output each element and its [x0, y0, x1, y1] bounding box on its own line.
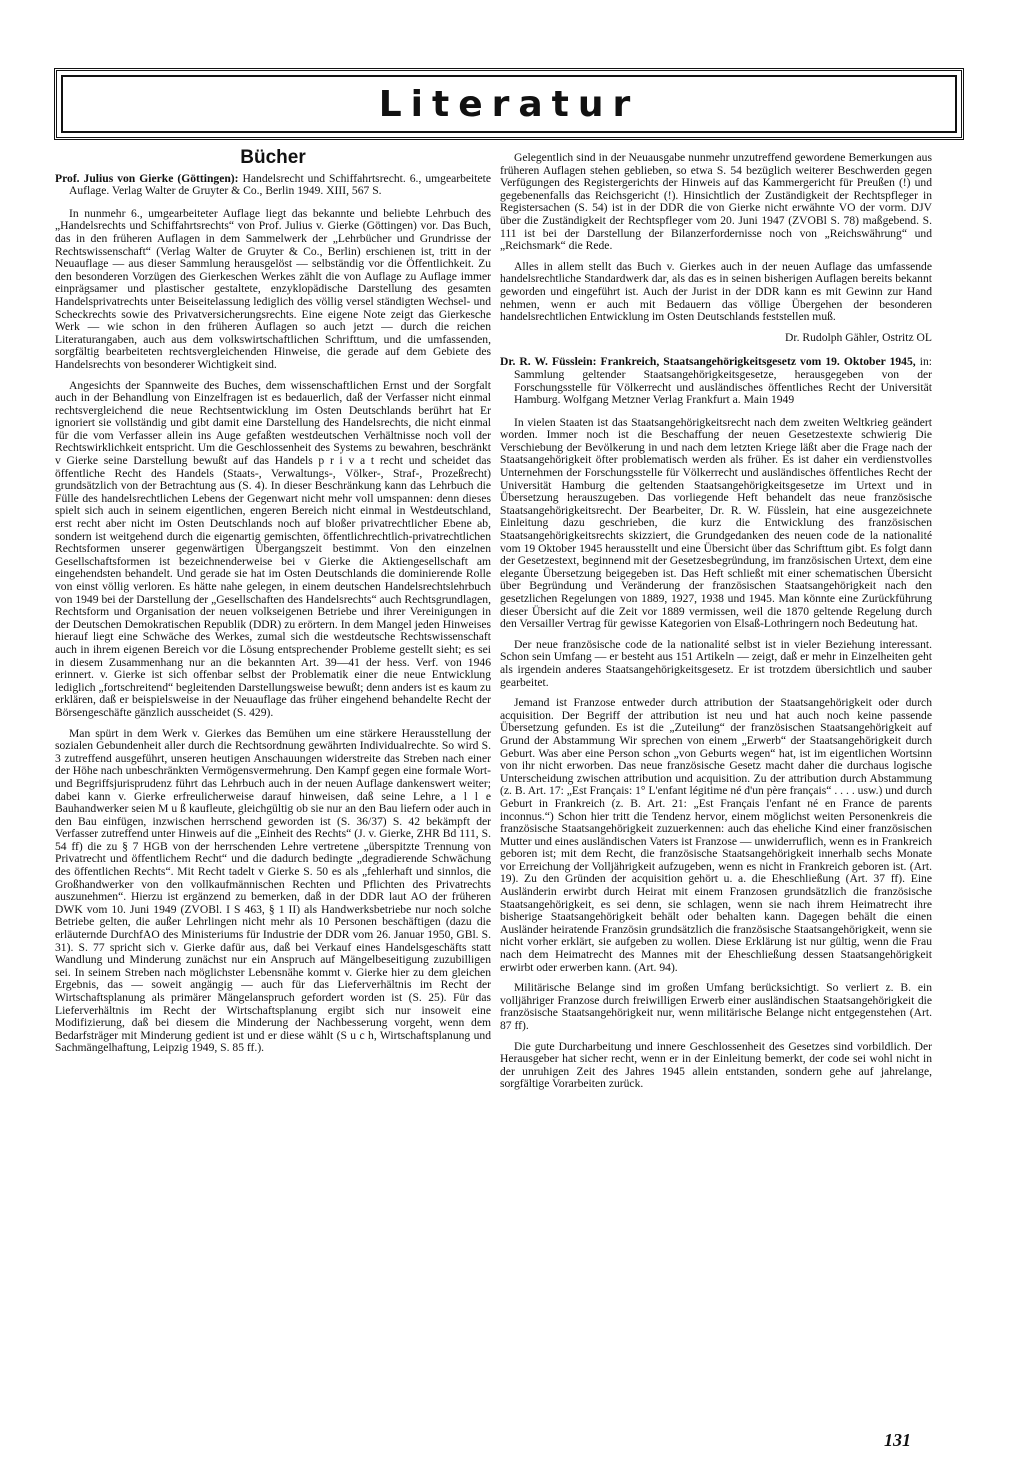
- literatur-header-box: [54, 68, 964, 140]
- review1-signature: Dr. Rudolph Gähler, Ostritz OL: [784, 330, 932, 344]
- review1-citation-details: Handelsrecht und Schiffahrtsrecht. 6., umgearbeitete Auflage. Verlag Walter de Gruyter & Co., Berlin 1949. XIII, 567 S.: [69, 171, 491, 198]
- review2-citation-details: in: Sammlung geltender Staatsangehörigkeitsgesetze, herausgegeben von der Forschungsstelle für Völkerrecht und ausländisches öffentliches Recht der Universität Hamburg. Wolfgang Metzner Verlag Frankfurt a. Main 1949: [514, 355, 932, 407]
- left-column: [55, 147, 491, 1063]
- review2-paragraph-4: Militärische Belange sind im großen Umfang berücksichtigt. So verliert z. B. ein volljähriger Franzose durch freiwilligen Erwerb einer ausländischen Staatsangehörigkeit die französische Staatsangehörigkeit nur, wenn militärische Belange nicht entgegenstehen (Art. 87 ff).: [500, 981, 932, 1032]
- review1-citation: [55, 173, 491, 198]
- review2-paragraph-5: Die gute Durcharbeitung und innere Geschlossenheit des Gesetzes sind vorbildlich. Der Herausgeber hat sicher recht, wenn er in der Einleitung bemerkt, der code sei wohl nicht in der unruhigen Zeit des Jahres 1945 allein entstanden, sondern gehe auf jahrelange, sorgfältige Vorarbeiten zurück.: [500, 1039, 932, 1091]
- section-heading: Bücher: [240, 147, 306, 168]
- review1-paragraph-3: Man spürt in dem Werk v. Gierkes das Bemühen um eine stärkere Herausstellung der sozialen Gebundenheit aller durch die Rechtsordnung gewährten Individualrechte. So wird S. 3 zutreffend ausgeführt, unseren heutigen Anschauungen widerstreite das Streben nach einer der Höhe nach unbeschränkten Vermögensvermehrung. Den Kampf gegen eine formale Wort- und Begriffsjurisprudenz führt das Lehrbuch auch in der neuen Auflage dankenswert weiter; dabei kann v. Gierke erfreulicherweise darauf hinweisen, daß seine Lehre, a l l e Bauhandwerker seien M u ß kaufleute, gleichgültig ob sie nur an den Bau liefern oder auch in den Bau einfügen, inzwischen herrschend geworden ist (S. 36/37) S. 42 bekämpft der Verfasser zutreffend unter Hinweis auf die „Einheit des Rechts“ (J. v. Gierke, ZHR Bd 111, S. 54 ff) die zu § 7 HGB von der herrschenden Lehre vertretene „überspitzte Trennung von Privatrecht und öffentlichem Recht“ und die dadurch bedingte „degradierende Schwächung des öffentlichen Rechts“. Mit Recht tadelt v Gierke S. 50 es als „fehlerhaft und sinnlos, die Großhandwerker von den vollkaufmännischen Rechten und Pflichten des Privatrechts auszunehmen“. Hierzu ist ergänzend zu bemerken, daß in der DDR laut AO der früheren DWK vom 10. Juni 1949 (ZVOBl. I S 463, § 1 II) als Handwerksbetriebe nur noch solche Betriebe gelten, die außer Lehrlingen nicht mehr als 10 Personen beschäftigen (dazu die erläuternde DurchfAO des Ministeriums für Industrie der DDR vom 26. Januar 1950, GBl. S. 31). S. 77 spricht sich v. Gierke dafür aus, daß bei Verkauf eines Handelsgeschäfts statt Wandlung und Minderung zunächst nur ein Anspruch auf Mängelbeseitigung zuzubilligen sei. In seinem Streben nach möglichster Lebensnähe kommt v. Gierke hier zu dem gleichen Ergebnis, das — soweit angängig — auch für das Lieferverhältnis im Recht der Wirtschaftsplanung als primärer Mängelanspruch gefordert worden ist (S. 25). Für das Lieferverhältnis im Recht der Wirtschaftsplanung ergibt sich nur insoweit eine Modifizierung, daß bei diesem die Minderung der Nachbesserung vorgeht, wenn dem Bedarfsträger mit Minderung gedient ist und er diese wählt (S u c h, Wirtschaftsplanung und Sachmängelhaftung, Leipzig 1949, S. 85 ff.).: [55, 726, 491, 1055]
- page-title: Literatur: [378, 83, 640, 125]
- page-number: 131: [884, 1430, 911, 1450]
- right-column: [500, 152, 932, 1099]
- review2-paragraph-1: In vielen Staaten ist das Staatsangehörigkeitsrecht nach dem zweiten Weltkrieg geändert worden. Immer noch ist die Beschaffung der neuen Gesetzestexte schwierig Die Verschiebung der Bevölkerung in und nach dem letzten Kriege läßt aber die Frage nach der Staatsangehörigkeit öfter problematisch werden als früher. Es ist daher ein verdienstvolles Unternehmen der Forschungsstelle für Völkerrecht und ausländisches öffentliches Recht der Universität Hamburg die geltenden Staatsangehörigkeitsgesetze im Urtext und in Übersetzung herauszugeben. Das vorliegende Heft behandelt das neue französische Staatsangehörigkeitsrecht. Der Bearbeiter, Dr. R. W. Füsslein, hat eine ausgezeichnete Einleitung dazu geschrieben, die kurz die Entwicklung des französischen Staatsangehörigkeitsrechts skizziert, die Grundgedanken des neuen code de la nationalité vom 19 Oktober 1945 herausstellt und eine Übersicht über das Schrifttum gibt. Es folgt dann der Gesetzestext, beginnend mit der Gesetzesbegründung, im französischen Urtext, dem eine elegante Übersetzung beigegeben ist. Das Heft schließt mit einer schematischen Übersicht über Begründung und Veränderung der französischen Staatsangehörigkeit nach den gesetzlichen Regelungen von 1889, 1927, 1938 und 1945. Man könnte eine Zurückführung dieser Übersicht auf die Zeit vor 1889 vermissen, weil die 1870 geltende Regelung durch den Versailler Vertrag für gewisse Kategorien von Elsaß-Lothringern noch Bedeutung hat.: [500, 415, 932, 631]
- review1-paragraph-1: In nunmehr 6., umgearbeiteter Auflage liegt das bekannte und beliebte Lehrbuch des „Handelsrechts und Schiffahrtsrechts“ von Prof. Julius v. Gierke (Göttingen) vor. Das Buch, das in den früheren Auflagen in dem Sammelwerk der „Lehrbücher und Grundrisse der Rechtswissenschaft“ (Verlag Walter de Gruyter & Co., Berlin) erschienen ist, tritt in der Neuauflage — aus dieser Sammlung herausgelöst — selbständig vor die Öffentlichkeit. Zu den besonderen Vorzügen des Gierkeschen Werkes zählt die von Auflage zu Auflage immer einprägsamer und plastischer gestaltete, enzyklopädische Darstellung des gesamten Handelsprivatrechts unter Beiseitelassung lediglich des völlig versel ständigten Wechsel- und Scheckrechts sowie des Privatversicherungsrechts. Eine eigene Note zeigt das Gierkesche Werk — wie schon in den früheren Auflagen so auch jetzt — durch die reichen Literaturangaben, auch aus dem volkswirtschaftlichen Schrifttum, und die umfassenden, sorgfältig bearbeiteten rechtsvergleichenden Hinweise, die gerade auf dem Gebiete des Handelsrechts von besonderer Wichtigkeit sind.: [55, 206, 491, 371]
- review1-citation-author: Prof. Julius von Gierke (Göttingen):: [55, 171, 239, 185]
- review2-paragraph-3: Jemand ist Franzose entweder durch attribution der Staatsangehörigkeit oder durch acquisition. Der Begriff der attribution ist neu und hat auch noch keine passende Übersetzung gefunden. Es ist die „Zuteilung“ der französischen Staatsangehörigkeit auf Grund der Abstammung Wir sprechen von einem „Erwerb“ der Staatsangehörigkeit durch Geburt. Was aber eine Person schon „von Geburts wegen“ hat, ist im eigentlichen Wortsinn von ihr nicht erworben. Das neue französische Gesetz macht daher die durchaus logische Unterscheidung zwischen attribution und acquisition. Zu der attribution durch Abstammung (z. B. Art. 17: „Est Français: 1° L'enfant légitime né d'un père français“ . . . . usw.) und durch Geburt in Frankreich (z. B. Art. 21: „Est Français l'enfant né en France de parents inconnus.“) Schon hier tritt die Tendenz hervor, einem möglichst weiten Personenkreis die französische Staatsangehörigkeit zuzuerkennen: auch das eheliche Kind einer französischen Mutter und eines ausländischen Vaters ist Franzose — unwiderruflich, wenn es in Frankreich geboren ist; mit dem Recht, die französische Staatsangehörigkeit innerhalb sechs Monate vor Erreichung der Volljährigkeit aufzugeben, wenn es nicht in Frankreich geboren ist. (Art. 19). Zu den Gründen der acquisition gehört u. a. die Eheschließung (Art. 37 ff). Eine Ausländerin erwirbt durch Heirat mit einem Franzosen grundsätzlich die französische Staatsangehörigkeit, es sei denn, sie schlagen, wenn sie nach ihrem Heimatrecht ihre bisherige Staatsangehörigkeit behält oder behalten kann. Dagegen behält die einen Ausländer heiratende Französin grundsätzlich die französische Staatsangehörigkeit, wenn sie nicht vorher erklärt, sie aufgeben zu wollen. Diese Erklärung ist nur gültig, wenn die Frau nach dem Heimatrecht des Mannes mit der Eheschließung dessen Staatsangehörigkeit erwirbt oder erwerben kann. (Art. 94).: [500, 696, 932, 974]
- review1-paragraph-2: Angesichts der Spannweite des Buches, dem wissenschaftlichen Ernst und der Sorgfalt auch in der Behandlung von Einzelfragen ist es bedauerlich, daß der Verfasser nicht einmal rechtsvergleichend die neue Rechtsentwicklung im Osten Deutschlands berührt hat Er ignoriert sie vollständig und gibt damit eine Darstellung des Handelsrechts, die nicht einmal für die vom Verfasser allein ins Auge gefaßten westdeutschen Verhältnisse noch voll der Rechtswirklichkeit entspricht. Um die Geschlossenheit des Systems zu bewahren, beschränkt v Gierke seine Darstellung bewußt auf das Handels p r i v a t recht und scheidet das öffentliche Recht des Handels (Staats-, Verwaltungs-, Völker-, Straf-, Prozeßrecht) grundsätzlich von der Betrachtung aus (S. 4). In dieser Beschränkung kann das Lehrbuch die Fülle des handelsrechtlichen Lebens der Gegenwart nicht mehr voll umspannen: denn dieses spielt sich auch in seinem eigentlichen, engeren Bereich nicht einmal in Westdeutschland, erst recht aber nicht im Osten Deutschlands noch auf bloßer privatrechtlicher Ebene ab, sondern ist weitgehend durch die eigenartig gemischten, öffentlichrechtlich-privatrechtlichen Rechtsformen unserer gegenwärtigen Übergangszeit bestimmt. Von den einzelnen Gesellschaftsformen ist bezeichnenderweise bei v Gierke die Aktiengesellschaft am eingehendsten behandelt. Und gerade sie hat im Osten Deutschlands die dominierende Rolle von einst völlig verloren. Es hätte nahe gelegen, in einem deutschen Handelsrechtslehrbuch von 1949 bei der Darstellung der „Gesellschaften des Handelsrechts“ auch Rechtsgrundlagen, Rechtsform und Organisation der neuen volkseigenen Betriebe und ihrer Vereinigungen in der Deutschen Demokratischen Republik (DDR) zu erörtern. In dem Mangel jeden Hinweises hierauf liegt eine Schwäche des Werkes, zumal sich die westdeutsche Rechtswissenschaft auch in ihrem eigenen Bereich vor die Lösung entsprechender Probleme gestellt sieht; es sei in diesem Zusammenhang nur an die bekannten Art. 39—41 der hess. Verf. von 1946 erinnert. v. Gierke ist sich offenbar selbst der Problematik einer die neue Entwicklung lediglich „fortschreitend“ begleitenden Darstellungsweise bewußt; denn anders ist es kaum zu erklären, daß er beispielsweise in der Neuauflage das früher eingehend behandelte Recht der Börsengeschäfte gänzlich ausscheidet (S. 429).: [55, 378, 491, 719]
- literatur-header-frame: [61, 75, 957, 133]
- review1-paragraph-5: Alles in allem stellt das Buch v. Gierkes auch in der neuen Auflage das umfassende handelsrechtliche Standardwerk dar, als das es in seinen bisherigen Auflagen bereits bekannt geworden und eingeführt ist. Auch der Jurist in der DDR kann es mit Gewinn zur Hand nehmen, wenn er auch mit Bedauern das völlige Übergehen der besonderen handelsrechtlichen Entwicklung im Osten Deutschlands feststellen muß.: [500, 259, 932, 324]
- review2-paragraph-2: Der neue französische code de la nationalité selbst ist in vieler Beziehung interessant. Schon sein Umfang — er besteht aus 151 Artikeln — zeigt, daß er mehr in Einzelheiten geht als irgendein anderes Staatsangehörigkeitsgesetz. Er ist trotzdem übersichtlich und sauber gearbeitet.: [500, 637, 932, 689]
- review2-citation: [500, 356, 932, 406]
- review2-citation-title: Dr. R. W. Füsslein: Frankreich, Staatsangehörigkeitsgesetz vom 19. Oktober 1945,: [500, 355, 916, 369]
- review1-paragraph-4: Gelegentlich sind in der Neuausgabe nunmehr unzutreffend gewordene Bemerkungen aus früheren Auflagen stehen geblieben, so etwa S. 54 bezüglich weiterer Beschwerden gegen Verfügungen des Registergerichts der Hinweis auf das Kammergericht für Preußen (!) und gegebenenfalls das Reichsgericht (!). Hinsichtlich der Zuständigkeit der Rechtspfleger in Registersachen (S. 54) ist in der DDR die von Gierke nicht erwähnte VO der vorm. DJV über die Zuständigkeit der Rechtspfleger vom 20. Juni 1947 (ZVOBl S. 78) maßgebend. S. 111 ist bei der Darstellung der Bilanzerfordernisse noch von „Reichswährung“ und „Reichsmark“ die Rede.: [500, 151, 932, 253]
